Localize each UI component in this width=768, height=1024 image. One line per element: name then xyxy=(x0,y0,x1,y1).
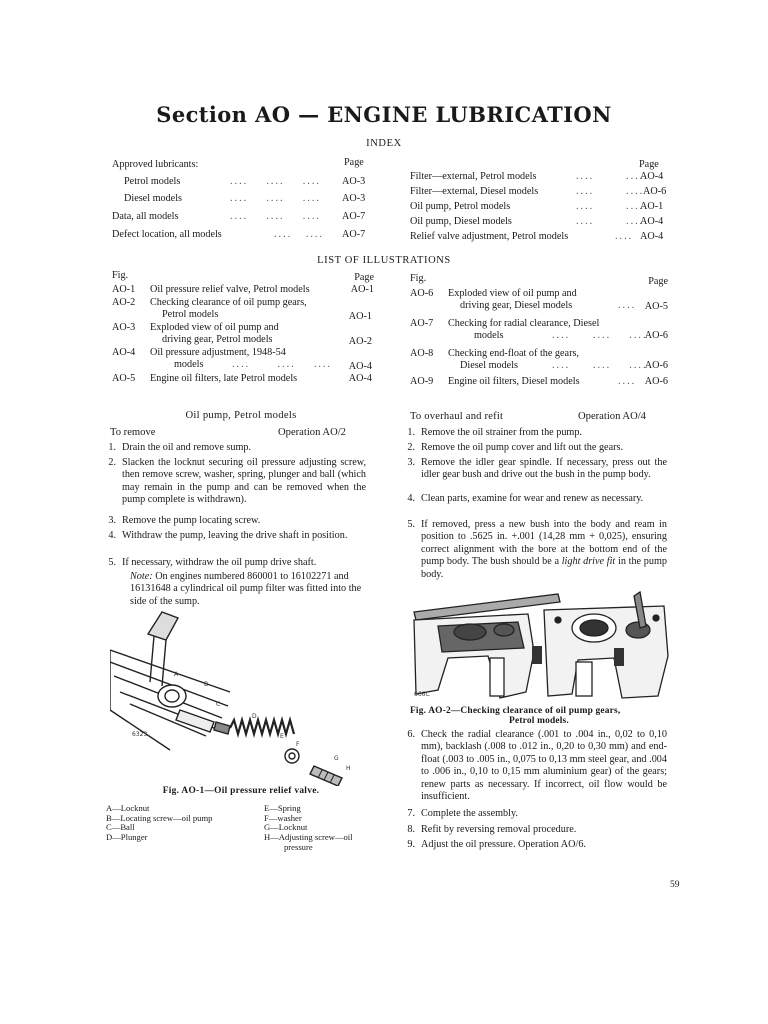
index-entry-page: AO-4 xyxy=(640,216,664,227)
fig-title: Checking clearance of oil pump gears, xyxy=(150,297,307,308)
step: 1. Remove the oil strainer from the pump. xyxy=(407,427,582,438)
fig-title-cont: Petrol models xyxy=(162,309,219,320)
fig-page: AO-1 xyxy=(348,311,372,322)
fig-number: AO-9 xyxy=(410,376,434,387)
fig-title: Exploded view of oil pump and xyxy=(150,322,279,333)
relief-valve-illustration xyxy=(110,610,372,786)
step: 6. Check the radial clearance (.001 to .004 in., 0,02 to 0,10 mm), backlash (.008 to .012 in., 0,20 to 0,30 mm) and end-float (.003 to .005 in., 0,075 to 0,13 mm steel gear, and .004 to .006 in., 0,10 to 0,15 mm aluminium gear) of the gears; renew parts as necessary. If incorrect, oil flow would be insufficient. xyxy=(407,729,667,803)
step: 4. Clean parts, examine for wear and renew as necessary. xyxy=(407,493,644,504)
fig-title-cont: Diesel models xyxy=(460,360,519,371)
fig-title-cont: models xyxy=(174,359,204,370)
index-page-label: Page xyxy=(344,157,364,168)
index-entry-label: Relief valve adjustment, Petrol models xyxy=(410,231,569,242)
step: 1. Drain the oil and remove sump. xyxy=(108,442,252,453)
svg-text:F: F xyxy=(296,741,300,748)
step: 5. If necessary, withdraw the oil pump drive shaft. xyxy=(108,557,317,568)
svg-text:C: C xyxy=(216,701,221,708)
page-column-label: Page xyxy=(648,276,668,287)
index-left: Page Approved lubricants: Petrol models .... .... .... AO-3 Diesel models .... .... .... AO-3 Data, all models .... .... .... AO-7 Defect location, all models .... .... AO-7 xyxy=(112,157,366,240)
svg-text:B: B xyxy=(204,681,209,688)
note-label: Note: xyxy=(130,571,153,582)
fig-page: AO-4 xyxy=(348,373,372,384)
fig-page: AO-4 xyxy=(348,361,372,372)
subhead-to-remove: To remove xyxy=(110,427,156,438)
index-right: Page Filter—external, Petrol models .... .... AO-4 Filter—external, Diesel models .... .... AO-6 Oil pump, Petrol models .... .... AO-1 Oil pump, Diesel models .... .... AO-4 Relief valve adjustment, Petrol models .... AO-4 xyxy=(410,159,667,242)
fig-ao1-legend-left: A—Locknut B—Locating screw—oil pump C—Ball D—Plunger xyxy=(106,803,213,842)
fig-page: AO-6 xyxy=(644,360,668,371)
fig-title: Engine oil filters, Diesel models xyxy=(448,376,580,387)
index-entry-page: AO-7 xyxy=(342,211,366,222)
step: 7. Complete the assembly. xyxy=(407,808,518,819)
index-entry-label: Diesel models xyxy=(124,193,183,204)
fig-column-label: Fig. xyxy=(112,270,129,281)
index-entry-page: AO-7 xyxy=(342,229,366,240)
fig-page: AO-2 xyxy=(348,336,372,347)
fig-number: AO-4 xyxy=(112,347,136,358)
svg-text:666C: 666C xyxy=(414,691,430,698)
fig-ao1-legend-right: E—Spring F—washer G—Locknut H—Adjusting screw—oil pressure xyxy=(264,803,353,852)
index-entry-page: AO-3 xyxy=(342,176,366,187)
pump-gears-illustration xyxy=(408,586,670,704)
illustrations-right: Fig. Page AO-6 Exploded view of oil pump and driving gear, Diesel models .... AO-5 AO-7 Checking for radial clearance, Diesel models .... .... .... AO-6 AO-8 Checking end-float of the gears, Diesel models .... .... .... AO-6 AO-9 Engine oil filters, Diesel models .... AO-6 xyxy=(410,273,668,387)
svg-text:A: A xyxy=(174,671,179,678)
page-title: Section AO — ENGINE LUBRICATION xyxy=(156,102,612,127)
illustrations-heading: LIST OF ILLUSTRATIONS xyxy=(317,255,451,266)
index-entry-label: Data, all models xyxy=(112,211,179,222)
fig-number: AO-1 xyxy=(112,284,136,295)
fig-title-cont: driving gear, Petrol models xyxy=(162,334,273,345)
index-entry-label: Petrol models xyxy=(124,176,181,187)
operation-ao2: Operation AO/2 xyxy=(278,427,346,438)
svg-text:G: G xyxy=(334,755,339,762)
svg-text:E: E xyxy=(280,733,284,740)
fig-page: AO-1 xyxy=(350,284,374,295)
index-entry-page: AO-4 xyxy=(640,171,664,182)
fig-number: AO-6 xyxy=(410,288,434,299)
step: 5. If removed, press a new bush into the body and ream in position to .5625 in. +.001 (14,28 mm + 0,025), ensuring correct alignment with the bore at the bottom end of the pump body. The bush should be a light drive fit in the pump body. xyxy=(407,519,667,580)
step: 2. Remove the oil pump cover and lift out the gears. xyxy=(407,442,623,453)
fig-page: AO-6 xyxy=(644,376,668,387)
fig-ao2-caption: Fig. AO-2—Checking clearance of oil pump gears, xyxy=(410,706,621,716)
step: 8. Refit by reversing removal procedure. xyxy=(407,824,577,835)
svg-text:6323: 6323 xyxy=(132,731,148,738)
step: 2. Slacken the locknut securing oil pressure adjusting screw, then remove screw, washer, spring, plunger and ball (which may remain in the pump and can be removed when the pump complete is withdrawn). xyxy=(108,457,366,506)
svg-text:D: D xyxy=(252,713,257,720)
fig-number: AO-3 xyxy=(112,322,136,333)
fig-title-cont: driving gear, Diesel models xyxy=(460,300,573,311)
index-entry-page: AO-1 xyxy=(640,201,664,212)
step: 3. Remove the pump locating screw. xyxy=(108,515,261,526)
fig-number: AO-8 xyxy=(410,348,434,359)
index-entry-label: Defect location, all models xyxy=(112,229,222,240)
fig-number: AO-7 xyxy=(410,318,434,329)
illustrations-left: Fig. Page AO-1 Oil pressure relief valve, Petrol models AO-1 AO-2 Checking clearance of oil pump gears, Petrol models AO-1 AO-3 Exploded view of oil pump and driving gear, Petrol models AO-2 AO-4 Oil pressure adjustment, 1948-54 models .... .... .... AO-4 AO-5 Engine oil filters, late Petrol models AO-4 xyxy=(112,270,374,384)
note-text: On engines numbered 860001 to 16102271 and 16131648 a cylindrical oil pump filter was fitted into the side of the sump. xyxy=(130,571,362,607)
page-number: 59 xyxy=(670,880,680,890)
note xyxy=(130,571,372,608)
step: 4. Withdraw the pump, leaving the drive shaft in position. xyxy=(108,530,348,541)
fig-title-cont: models xyxy=(474,330,504,341)
index-entry-label: Approved lubricants: xyxy=(112,159,199,170)
svg-text:H: H xyxy=(346,765,351,772)
index-entry-page: AO-4 xyxy=(640,231,664,242)
index-entry-label: Oil pump, Diesel models xyxy=(410,216,512,227)
fig-title: Oil pressure adjustment, 1948-54 xyxy=(150,347,286,358)
index-entry-label: Oil pump, Petrol models xyxy=(410,201,511,212)
fig-ao2-caption-cont: Petrol models. xyxy=(509,716,569,726)
fig-title: Checking end-float of the gears, xyxy=(448,348,579,359)
index-entry-page: AO-6 xyxy=(643,186,667,197)
fig-column-label: Fig. xyxy=(410,273,427,284)
index-entry-label: Filter—external, Diesel models xyxy=(410,186,539,197)
index-entry-page: AO-3 xyxy=(342,193,366,204)
fig-page: AO-5 xyxy=(644,301,668,312)
fig-page: AO-6 xyxy=(644,330,668,341)
fig-number: AO-2 xyxy=(112,297,136,308)
fig-title: Exploded view of oil pump and xyxy=(448,288,577,299)
index-entry-label: Filter—external, Petrol models xyxy=(410,171,537,182)
subhead-overhaul-refit: To overhaul and refit xyxy=(410,411,504,422)
page-column-label: Page xyxy=(354,272,374,283)
step: 9. Adjust the oil pressure. Operation AO/6. xyxy=(407,839,586,850)
index-heading: INDEX xyxy=(366,138,402,149)
step: 3. Remove the idler gear spindle. If necessary, press out the idler gear bush and drive out the bush in the pump body. xyxy=(407,457,667,481)
operation-ao4: Operation AO/4 xyxy=(578,411,646,422)
fig-title: Checking for radial clearance, Diesel xyxy=(448,318,600,329)
fig-number: AO-5 xyxy=(112,373,136,384)
fig-title: Engine oil filters, late Petrol models xyxy=(150,373,298,384)
fig-ao1-caption: Fig. AO-1—Oil pressure relief valve. xyxy=(162,786,320,796)
index-page-label: Page xyxy=(639,159,659,170)
fig-title: Oil pressure relief valve, Petrol models xyxy=(150,284,310,295)
section-title-oil-pump: Oil pump, Petrol models xyxy=(185,410,297,421)
